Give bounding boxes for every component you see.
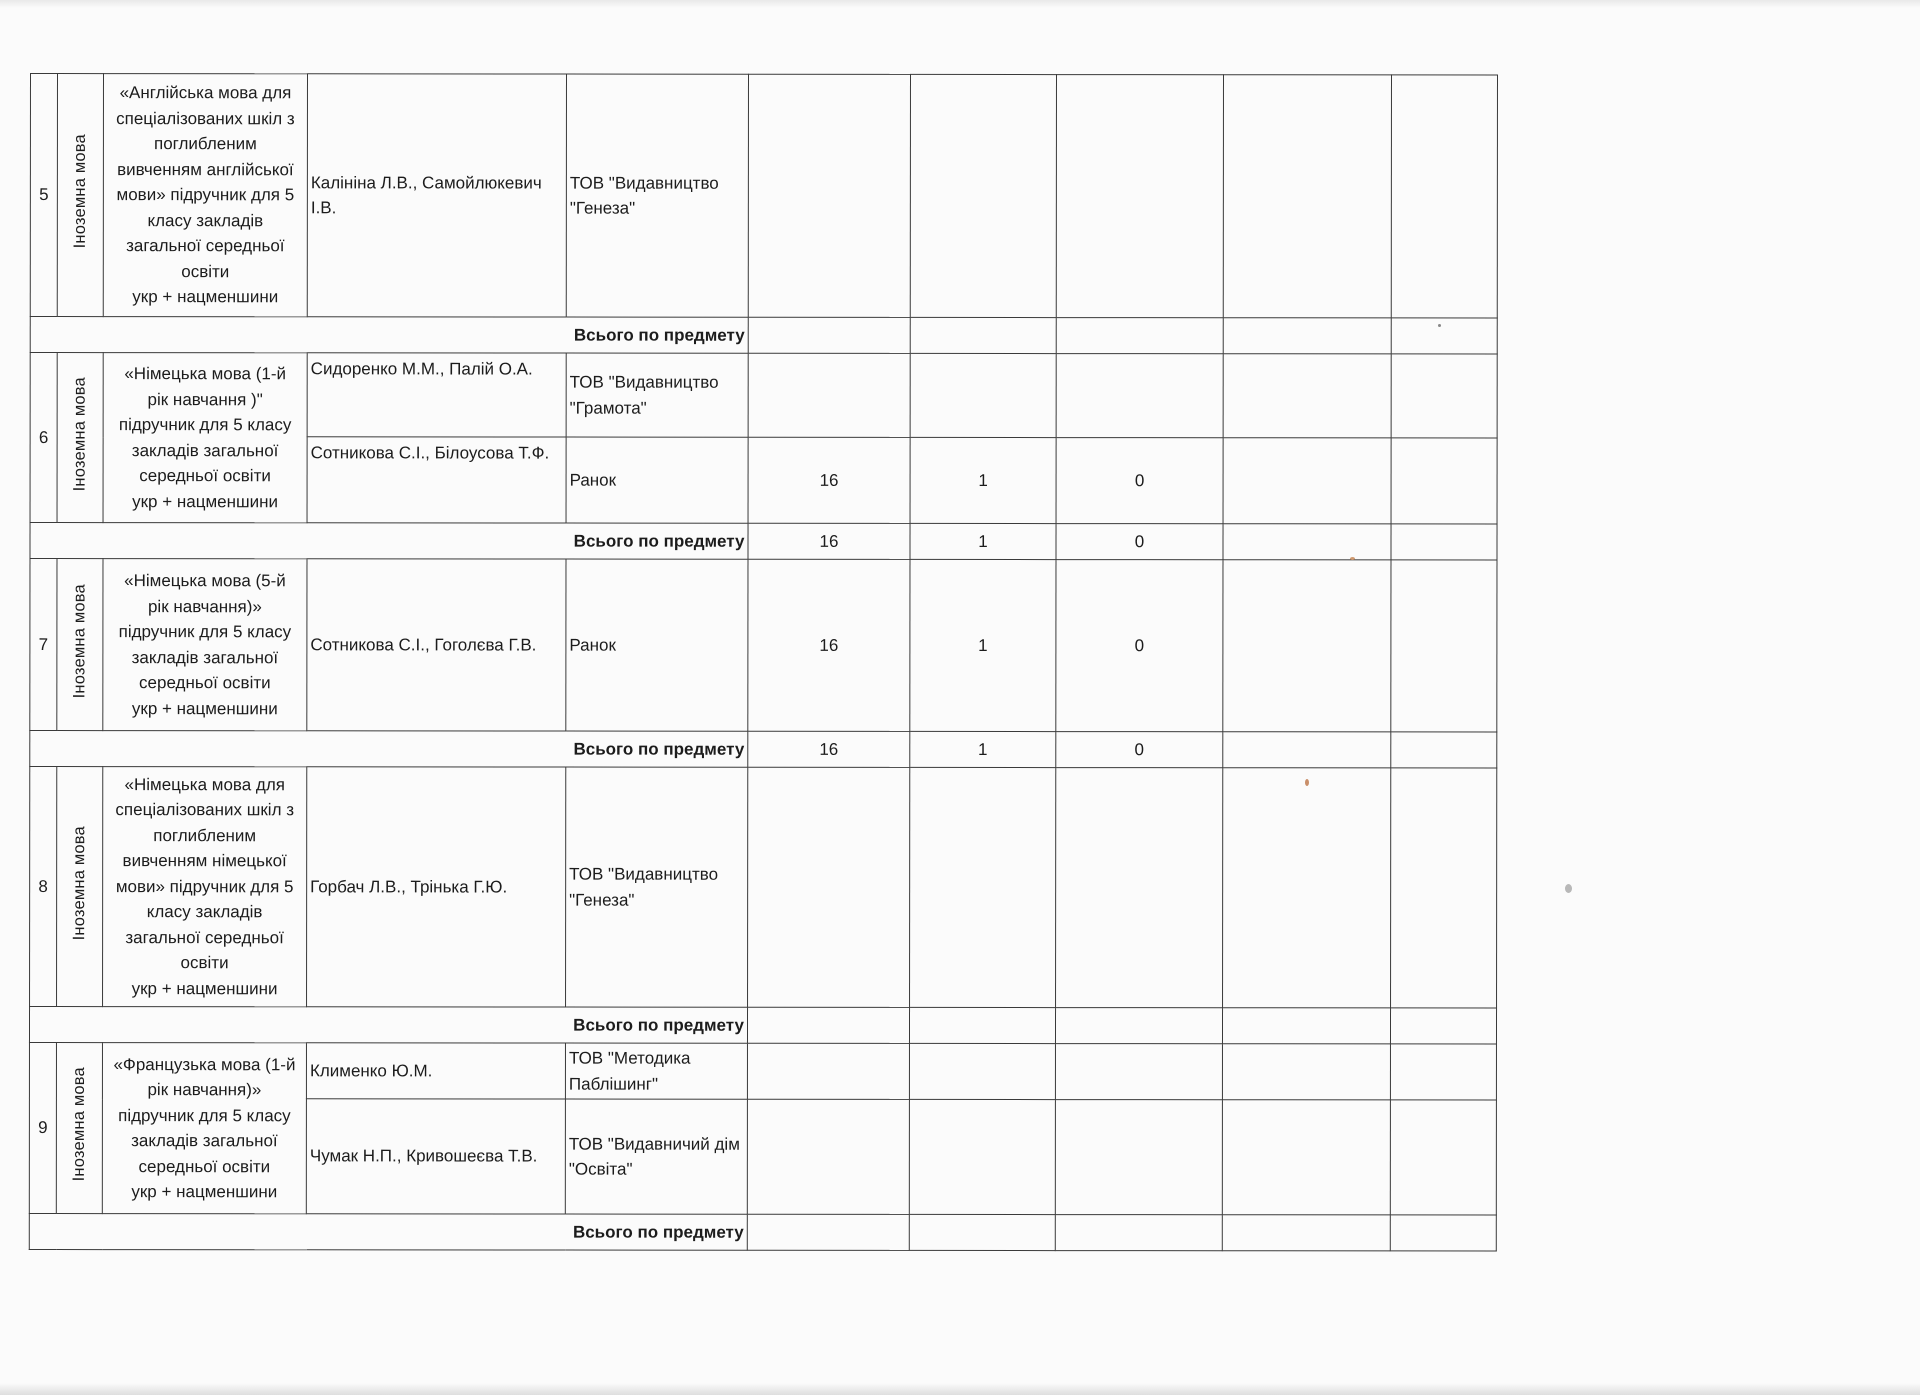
title-line: мови» підручник для 5	[115, 876, 294, 897]
title-line: «Англійська мова для	[119, 83, 292, 103]
total-value	[910, 317, 1056, 353]
value-cell	[1223, 75, 1391, 318]
subject-total-row	[30, 523, 1497, 561]
total-value	[1222, 1215, 1390, 1251]
subject-label: Іноземна мова	[70, 134, 89, 249]
total-value	[1223, 732, 1391, 768]
total-value	[748, 317, 910, 353]
subject-cell	[57, 74, 103, 317]
total-value	[1056, 318, 1223, 354]
table-row	[29, 1043, 1496, 1101]
subject-label: Іноземна мова	[69, 1067, 88, 1182]
value-cell	[1391, 354, 1497, 438]
title-line: рік навчання)»	[147, 596, 262, 616]
publisher-cell: ТОВ "Видавництво "Генеза"	[566, 74, 748, 317]
title-line: середньої освіти	[138, 1156, 271, 1176]
value-cell	[1391, 768, 1497, 1008]
total-value	[1391, 524, 1497, 560]
total-value	[909, 1007, 1055, 1043]
value-cell: 16	[748, 559, 910, 731]
title-line: вивченням німецької	[122, 851, 287, 871]
total-label: Всього по предмету	[29, 1213, 747, 1250]
value-cell: 0	[1056, 560, 1223, 732]
title-line: середньої освіти	[139, 673, 271, 693]
subject-total-row	[30, 317, 1497, 355]
value-cell	[1223, 560, 1391, 732]
subject-cell	[57, 559, 103, 731]
subject-cell	[57, 767, 103, 1007]
total-label: Всього по предмету	[30, 523, 748, 560]
total-label: Всього по предмету	[30, 731, 748, 768]
table-row	[30, 353, 1497, 439]
value-cell	[1391, 438, 1497, 524]
textbook-title	[103, 559, 307, 731]
title-line: освіти	[181, 261, 230, 281]
total-value	[747, 1214, 909, 1250]
subject-total-row	[29, 1007, 1496, 1045]
value-cell	[1223, 438, 1391, 524]
value-cell: 1	[910, 437, 1056, 523]
total-value: 16	[748, 523, 910, 559]
value-cell	[1391, 560, 1497, 732]
authors-cell: Чумак Н.П., Кривошеєва Т.В.	[306, 1099, 565, 1214]
table-row	[30, 559, 1497, 733]
title-line: укр + нацменшини	[132, 491, 279, 511]
value-cell	[748, 767, 910, 1007]
title-line: середньої освіти	[139, 466, 271, 486]
authors-cell: Сотникова С.І., Білоусова Т.Ф.	[307, 437, 566, 523]
total-value	[1223, 524, 1391, 560]
scan-speck	[1350, 557, 1355, 560]
value-cell	[1390, 1100, 1496, 1215]
total-value	[1391, 318, 1497, 354]
value-cell: 1	[910, 559, 1056, 731]
value-cell: 16	[748, 437, 910, 523]
title-line: «Німецька мова (5-й	[124, 571, 286, 591]
title-line: класу закладів	[146, 902, 263, 922]
scan-speck	[1438, 324, 1441, 327]
textbook-title	[103, 353, 307, 523]
total-value	[1390, 1215, 1496, 1251]
title-line: укр + нацменшини	[131, 698, 278, 718]
scan-edge-bottom	[0, 1383, 1920, 1395]
scan-speck	[1305, 779, 1309, 786]
value-cell	[748, 353, 910, 437]
title-line: вивченням англійської	[117, 159, 294, 180]
value-cell	[1055, 1044, 1222, 1100]
title-line: спеціалізованих шкіл з	[115, 800, 295, 820]
value-cell	[909, 1043, 1055, 1099]
title-line: «Німецька мова для	[124, 774, 285, 795]
value-cell	[909, 1099, 1055, 1214]
textbook-title	[103, 767, 307, 1007]
title-line: загальної середньої	[126, 236, 285, 256]
publisher-cell: Ранок	[566, 437, 748, 523]
publisher-cell: ТОВ "Видавництво "Грамота"	[566, 353, 748, 437]
value-cell	[747, 1099, 909, 1214]
value-cell	[1223, 354, 1391, 438]
title-line: підручник для 5 класу	[118, 415, 292, 435]
total-value	[1223, 318, 1391, 354]
textbook-title	[102, 1043, 306, 1214]
value-cell	[1222, 1100, 1390, 1215]
value-cell	[910, 74, 1056, 317]
authors-cell: Клименко Ю.М.	[306, 1043, 565, 1099]
title-line: закладів загальної	[131, 440, 279, 460]
total-value: 1	[910, 731, 1056, 767]
title-line: поглибленим	[153, 134, 257, 154]
subject-cell	[56, 1043, 102, 1214]
row-number: 7	[30, 559, 57, 731]
publisher-cell: ТОВ "Методика Паблішинг"	[565, 1043, 747, 1099]
title-line: закладів загальної	[131, 1131, 278, 1151]
title-line: укр + нацменшини	[132, 287, 279, 307]
title-line: підручник для 5 класу	[118, 622, 292, 642]
total-value: 16	[748, 731, 910, 767]
total-value	[1390, 1008, 1496, 1044]
total-value	[747, 1007, 909, 1043]
title-line: мови» підручник для 5	[116, 185, 295, 205]
value-cell	[1055, 1100, 1222, 1215]
total-value: 0	[1056, 732, 1223, 768]
publisher-cell: ТОВ "Видавництво "Генеза"	[566, 767, 748, 1007]
authors-cell: Сотникова С.І., Гоголєва Г.В.	[307, 559, 566, 731]
publisher-cell: ТОВ "Видавничий дім "Освіта"	[565, 1099, 747, 1214]
subject-label: Іноземна мова	[69, 825, 88, 940]
row-number: 6	[30, 353, 57, 523]
value-cell	[747, 1043, 909, 1099]
subject-cell	[57, 353, 103, 523]
subject-total-row	[29, 1213, 1496, 1251]
scan-edge-top	[0, 0, 1920, 8]
total-value	[1222, 1008, 1390, 1044]
value-cell	[1222, 1044, 1390, 1100]
total-value: 0	[1056, 524, 1223, 560]
total-value	[1055, 1008, 1222, 1044]
authors-cell: Сидоренко М.М., Палій О.А.	[307, 353, 566, 437]
total-value: 1	[910, 523, 1056, 559]
textbook-order-table	[29, 73, 1498, 1252]
title-line: спеціалізованих шкіл з	[116, 108, 295, 129]
authors-cell: Горбач Л.В., Трінька Г.Ю.	[307, 767, 566, 1007]
value-cell	[1056, 75, 1223, 318]
total-value	[1055, 1215, 1222, 1251]
subject-label: Іноземна мова	[70, 376, 89, 491]
publisher-cell: Ранок	[566, 559, 748, 731]
title-line: «Німецька мова (1-й	[124, 364, 287, 384]
value-cell: 0	[1056, 438, 1223, 524]
value-cell	[1056, 354, 1223, 438]
value-cell	[1223, 768, 1391, 1008]
title-line: класу закладів	[147, 210, 264, 230]
row-number: 5	[30, 74, 57, 317]
title-line: підручник для 5 класу	[118, 1105, 291, 1125]
title-line: «Французька мова (1-й	[113, 1054, 296, 1074]
value-cell	[1056, 768, 1223, 1008]
subject-total-row	[30, 731, 1497, 769]
row-number: 9	[29, 1043, 56, 1214]
total-label: Всього по предмету	[29, 1007, 747, 1044]
scan-speck	[1565, 884, 1572, 893]
value-cell	[910, 767, 1056, 1007]
value-cell	[1390, 1044, 1496, 1100]
value-cell	[748, 74, 910, 317]
textbook-title	[103, 74, 307, 317]
title-line: рік навчання )"	[147, 389, 263, 409]
title-line: поглибленим	[153, 825, 257, 845]
value-cell	[1391, 75, 1497, 318]
title-line: рік навчання)»	[147, 1080, 262, 1100]
table-row	[30, 767, 1497, 1009]
total-label: Всього по предмету	[30, 317, 748, 354]
title-line: закладів загальної	[131, 647, 279, 667]
subject-label: Іноземна мова	[70, 583, 89, 698]
title-line: загальної середньої	[125, 927, 284, 948]
value-cell	[910, 353, 1056, 437]
title-line: укр + нацменшини	[131, 978, 278, 999]
total-value	[909, 1214, 1055, 1250]
total-value	[1391, 732, 1497, 768]
title-line: освіти	[180, 953, 229, 973]
authors-cell: Калініна Л.В., Самойлюкевич І.В.	[307, 74, 566, 317]
table-row	[30, 74, 1497, 319]
row-number: 8	[30, 767, 57, 1007]
title-line: укр + нацменшини	[131, 1182, 278, 1202]
